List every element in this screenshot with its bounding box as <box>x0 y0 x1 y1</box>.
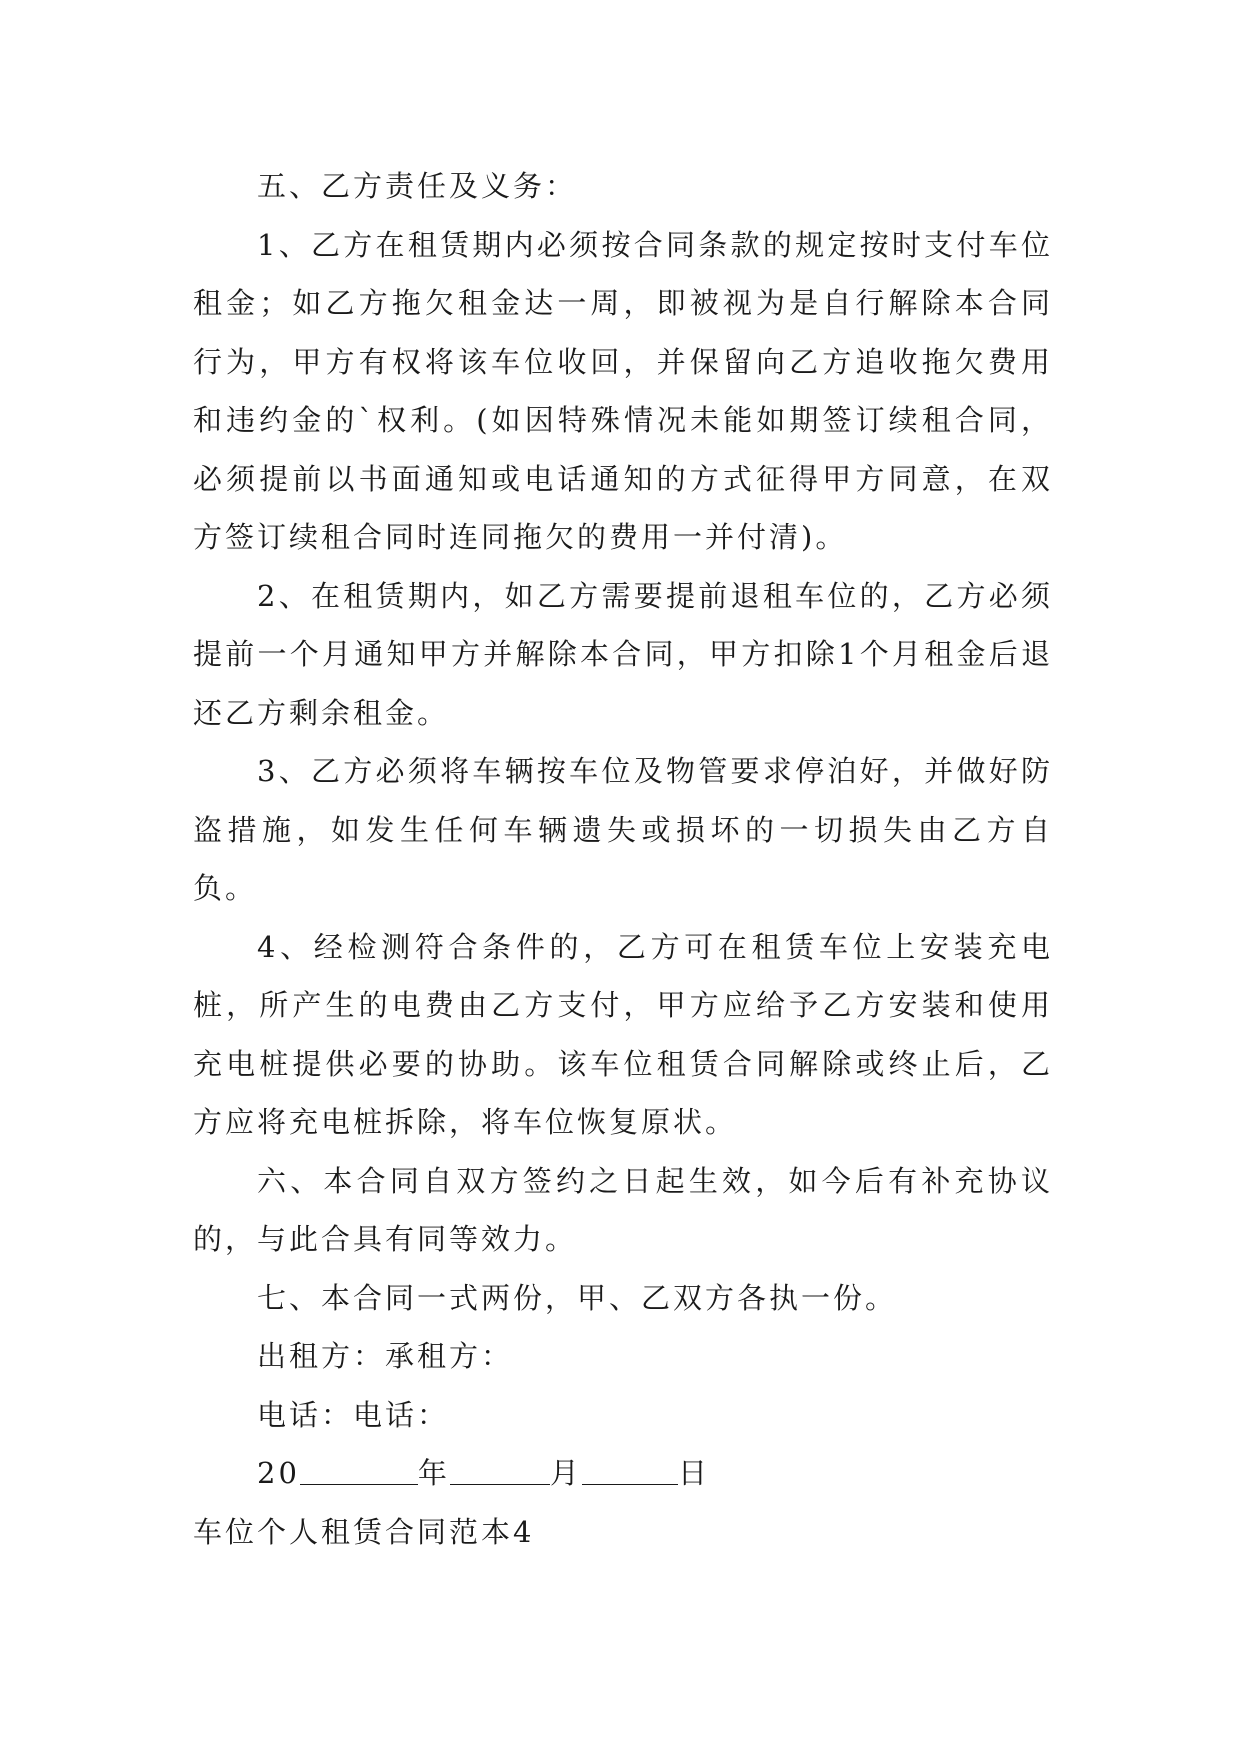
clause-1: 1、乙方在租赁期内必须按合同条款的规定按时支付车位租金；如乙方拖欠租金达一周，即被视为是自行解除本合同行为，甲方有权将该车位收回，并保留向乙方追收拖欠费用和违约金的`权利。(如因特殊情况未能如期签订续租合同，必须提前以书面通知或电话通知的方式征得甲方同意，在双方签订续租合同时连同拖欠的费用一并付清)。 <box>193 227 1053 554</box>
section-7: 七、本合同一式两份，甲、乙双方各执一份。 <box>257 1280 898 1315</box>
signature-date <box>193 1444 1053 1503</box>
document-body <box>193 157 1053 1561</box>
date-prefix: 20 <box>257 1456 300 1490</box>
signature-phones: 电话：电话： <box>257 1397 450 1432</box>
signature-parties: 出租方：承租方： <box>257 1339 514 1373</box>
year-blank <box>300 1455 418 1485</box>
section-5-heading: 五、乙方责任及义务： <box>257 169 578 203</box>
section-6: 六、本合同自双方签约之日起生效，如今后有补充协议的，与此合具有同等效力。 <box>193 1163 1053 1256</box>
next-contract-title: 车位个人租赁合同范本4 <box>193 1514 535 1549</box>
day-blank <box>582 1455 678 1485</box>
clause-4: 4、经检测符合条件的，乙方可在租赁车位上安装充电桩，所产生的电费由乙方支付，甲方应给予乙方安装和使用充电桩提供必要的协助。该车位租赁合同解除或终止后，乙方应将充电桩拆除，将车位恢复原状。 <box>193 929 1053 1139</box>
month-blank <box>450 1455 550 1485</box>
date-day-label: 日 <box>677 1456 710 1490</box>
clause-3: 3、乙方必须将车辆按车位及物管要求停泊好，并做好防盗措施，如发生任何车辆遗失或损坏的一切损失由乙方自负。 <box>193 754 1053 905</box>
clause-2: 2、在租赁期内，如乙方需要提前退租车位的，乙方必须提前一个月通知甲方并解除本合同，甲方扣除1个月租金后退还乙方剩余租金。 <box>193 578 1053 730</box>
date-month-label: 月 <box>549 1456 582 1490</box>
date-year-label: 年 <box>417 1456 450 1490</box>
